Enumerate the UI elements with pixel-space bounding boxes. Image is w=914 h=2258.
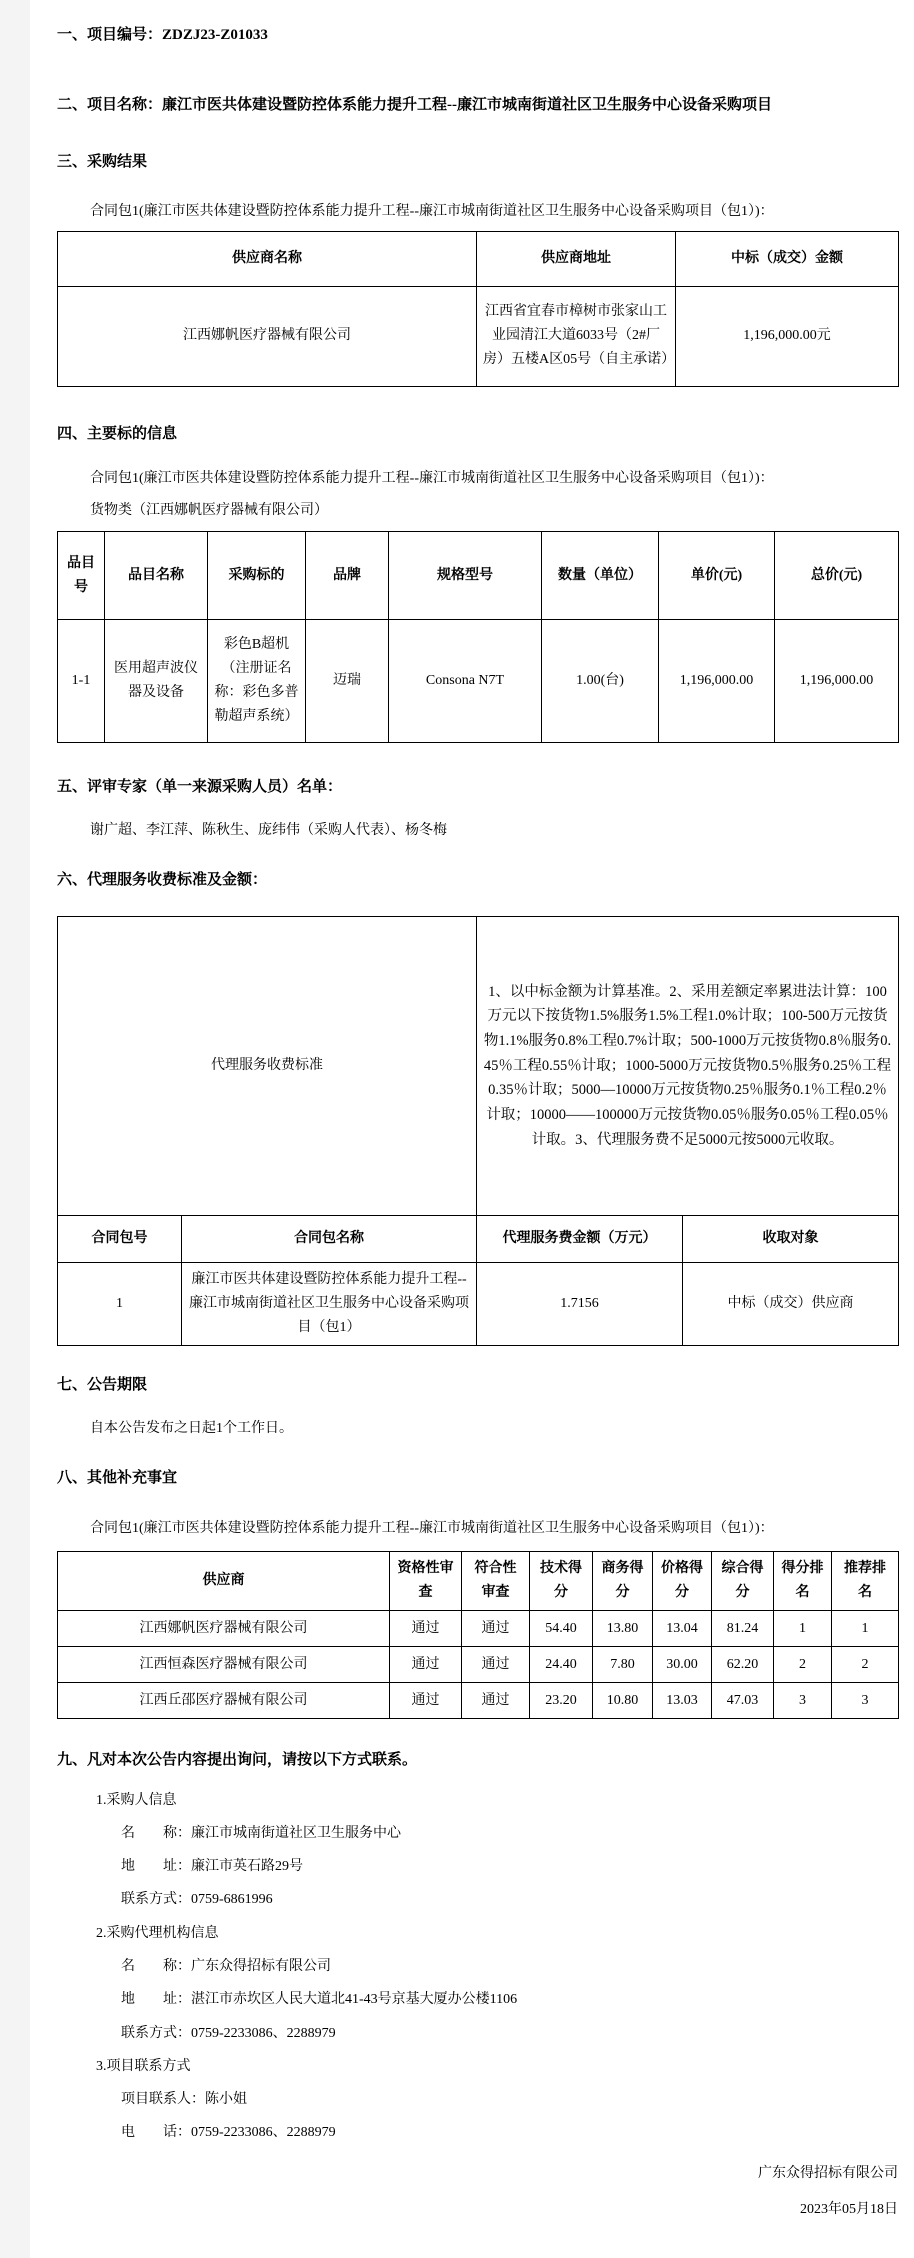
subject-cell: 彩色B超机（注册证名称：彩色多普勒超声系统） bbox=[208, 620, 306, 743]
project-person-line bbox=[57, 2090, 898, 2110]
header-cell: 品目号 bbox=[58, 532, 105, 620]
table-header-row bbox=[58, 1216, 899, 1263]
score-rank-cell: 2 bbox=[774, 1647, 832, 1683]
agency-address-label: 地 址： bbox=[121, 1992, 191, 2008]
model-cell: Consona N7T bbox=[389, 620, 542, 743]
purchaser-contact-value: 0759-6861996 bbox=[191, 1892, 273, 1908]
table-row bbox=[58, 1683, 899, 1719]
header-cell: 得分排名 bbox=[774, 1552, 832, 1611]
header-cell: 合同包号 bbox=[58, 1216, 182, 1263]
purchaser-info-heading: 1.采购人信息 bbox=[96, 1792, 177, 1808]
section-4-heading: 四、主要标的信息 bbox=[57, 425, 178, 442]
header-cell: 技术得分 bbox=[530, 1552, 593, 1611]
section-1-heading: 一、项目编号：ZDZJ23-Z01033 bbox=[57, 27, 268, 43]
purchaser-contact-label: 联系方式： bbox=[121, 1892, 191, 1908]
agency-address-line bbox=[57, 1990, 898, 2010]
header-cell: 规格型号 bbox=[389, 532, 542, 620]
header-cell: 供应商地址 bbox=[477, 231, 676, 286]
table-row bbox=[58, 620, 899, 743]
fee-payer-cell: 中标（成交）供应商 bbox=[683, 1263, 899, 1346]
header-cell: 采购标的 bbox=[208, 532, 306, 620]
section-6-heading: 六、代理服务收费标准及金额： bbox=[57, 871, 268, 888]
fee-standard-row bbox=[58, 917, 899, 1216]
price-score-cell: 13.03 bbox=[653, 1683, 712, 1719]
recommend-rank-cell: 2 bbox=[832, 1647, 899, 1683]
total-score-cell: 81.24 bbox=[712, 1611, 774, 1647]
purchaser-contact-line bbox=[57, 1890, 898, 1910]
biz-score-cell: 13.80 bbox=[593, 1611, 653, 1647]
score-rank-cell: 3 bbox=[774, 1683, 832, 1719]
header-cell: 综合得分 bbox=[712, 1552, 774, 1611]
purchaser-address-line bbox=[57, 1857, 898, 1877]
purchaser-address-value: 廉江市英石路29号 bbox=[191, 1859, 303, 1875]
package-no-cell: 1 bbox=[58, 1263, 182, 1346]
project-person-value: 陈小姐 bbox=[205, 2092, 247, 2108]
header-cell: 总价(元) bbox=[775, 532, 899, 620]
header-cell: 价格得分 bbox=[653, 1552, 712, 1611]
project-phone-label: 电 话： bbox=[121, 2125, 191, 2141]
total-score-cell: 62.20 bbox=[712, 1647, 774, 1683]
header-cell: 数量（单位） bbox=[542, 532, 659, 620]
section-2-heading: 二、项目名称：廉江市医共体建设暨防控体系能力提升工程--廉江市城南街道社区卫生服务中心设备采购项目 bbox=[57, 96, 772, 113]
section-3-heading: 三、采购结果 bbox=[57, 154, 148, 170]
s8-package-line: 合同包1(廉江市医共体建设暨防控体系能力提升工程--廉江市城南街道社区卫生服务中心设备采购项目（包1）)： bbox=[90, 1521, 774, 1536]
s7-body: 自本公告发布之日起1个工作日。 bbox=[90, 1420, 293, 1436]
header-cell: 商务得分 bbox=[593, 1552, 653, 1611]
tech-score-cell: 24.40 bbox=[530, 1647, 593, 1683]
fee-table bbox=[57, 916, 899, 1346]
footer-date: 2023年05月18日 bbox=[800, 2201, 898, 2217]
table-header-row bbox=[58, 1552, 899, 1611]
agency-info-heading: 2.采购代理机构信息 bbox=[96, 1925, 219, 1941]
footer-company: 广东众得招标有限公司 bbox=[758, 2165, 898, 2181]
header-cell: 供应商 bbox=[58, 1552, 390, 1611]
header-cell: 品牌 bbox=[306, 532, 389, 620]
purchaser-name-line bbox=[57, 1824, 898, 1844]
section-7-heading: 七、公告期限 bbox=[57, 1377, 148, 1393]
header-cell: 合同包名称 bbox=[182, 1216, 477, 1263]
table-row bbox=[58, 1263, 899, 1346]
fee-amount-cell: 1.7156 bbox=[477, 1263, 683, 1346]
total-price-cell: 1,196,000.00 bbox=[775, 620, 899, 743]
header-cell: 中标（成交）金额 bbox=[676, 231, 899, 286]
supplier-name-cell: 江西娜帆医疗器械有限公司 bbox=[58, 286, 477, 386]
price-score-cell: 13.04 bbox=[653, 1611, 712, 1647]
unit-price-cell: 1,196,000.00 bbox=[659, 620, 775, 743]
tech-score-cell: 23.20 bbox=[530, 1683, 593, 1719]
fee-standard-text-cell: 1、以中标金额为计算基准。2、采用差额定率累进法计算：100万元以下按货物1.5%服务1.5%工程1.0%计取；100-500万元按货物1.1%服务0.8%工程0.7%计取；500-1000万元按货物0.8％服务0.45％工程0.55％计取；1000-5000万元按货物0.5％服务0.25％工程0.35％计取；5000—10000万元按货物0.25％服务0.1％工程0.2％计取；10000——100000万元按货物0.05％服务0.05％工程0.05％计取。3、代理服务费不足5000元按5000元收取。 bbox=[477, 917, 899, 1216]
table-row bbox=[58, 1611, 899, 1647]
tech-score-cell: 54.40 bbox=[530, 1611, 593, 1647]
project-person-label: 项目联系人： bbox=[121, 2092, 205, 2108]
agency-contact-label: 联系方式： bbox=[121, 2025, 191, 2041]
section-9-heading: 九、凡对本次公告内容提出询问，请按以下方式联系。 bbox=[57, 1752, 418, 1768]
agency-name-label: 名 称： bbox=[121, 1958, 191, 1974]
purchaser-name-label: 名 称： bbox=[121, 1825, 191, 1841]
project-phone-value: 0759-2233086、2288979 bbox=[191, 2125, 336, 2141]
recommend-rank-cell: 3 bbox=[832, 1683, 899, 1719]
project-phone-line bbox=[57, 2123, 898, 2143]
total-score-cell: 47.03 bbox=[712, 1683, 774, 1719]
price-score-cell: 30.00 bbox=[653, 1647, 712, 1683]
header-cell: 品目名称 bbox=[105, 532, 208, 620]
table-row bbox=[58, 286, 899, 386]
supplier-cell: 江西恒森医疗器械有限公司 bbox=[58, 1647, 390, 1683]
conf-review-cell: 通过 bbox=[462, 1647, 530, 1683]
agency-address-value: 湛江市赤坎区人民大道北41-43号京基大厦办公楼1106 bbox=[191, 1992, 518, 2008]
header-cell: 收取对象 bbox=[683, 1216, 899, 1263]
header-cell: 代理服务费金额（万元） bbox=[477, 1216, 683, 1263]
biz-score-cell: 7.80 bbox=[593, 1647, 653, 1683]
package-name-cell: 廉江市医共体建设暨防控体系能力提升工程--廉江市城南街道社区卫生服务中心设备采购项目（包1） bbox=[182, 1263, 477, 1346]
header-cell: 供应商名称 bbox=[58, 231, 477, 286]
conf-review-cell: 通过 bbox=[462, 1611, 530, 1647]
fee-standard-label-cell: 代理服务收费标准 bbox=[58, 917, 477, 1216]
qual-review-cell: 通过 bbox=[390, 1683, 462, 1719]
agency-contact-value: 0759-2233086、2288979 bbox=[191, 2025, 336, 2041]
project-contact-heading: 3.项目联系方式 bbox=[96, 2058, 191, 2074]
section-8-heading: 八、其他补充事宜 bbox=[57, 1469, 178, 1486]
table-row bbox=[58, 1647, 899, 1683]
purchaser-name-value: 廉江市城南街道社区卫生服务中心 bbox=[191, 1825, 401, 1841]
header-cell: 推荐排名 bbox=[832, 1552, 899, 1611]
qual-review-cell: 通过 bbox=[390, 1647, 462, 1683]
agency-contact-line bbox=[57, 2024, 898, 2044]
brand-cell: 迈瑞 bbox=[306, 620, 389, 743]
conf-review-cell: 通过 bbox=[462, 1683, 530, 1719]
s3-package-line: 合同包1(廉江市医共体建设暨防控体系能力提升工程--廉江市城南街道社区卫生服务中心设备采购项目（包1）)： bbox=[90, 203, 774, 219]
agency-name-value: 广东众得招标有限公司 bbox=[191, 1958, 331, 1974]
expert-names: 谢广超、李江萍、陈秋生、庞纬伟（采购人代表）、杨冬梅 bbox=[90, 822, 447, 838]
header-cell: 符合性审查 bbox=[462, 1552, 530, 1611]
agency-name-line bbox=[57, 1957, 898, 1977]
header-cell: 单价(元) bbox=[659, 532, 775, 620]
purchaser-address-label: 地 址： bbox=[121, 1859, 191, 1875]
qual-review-cell: 通过 bbox=[390, 1611, 462, 1647]
biz-score-cell: 10.80 bbox=[593, 1683, 653, 1719]
s4-package-line: 合同包1(廉江市医共体建设暨防控体系能力提升工程--廉江市城南街道社区卫生服务中心设备采购项目（包1）)： bbox=[90, 471, 774, 486]
supplier-cell: 江西丘邵医疗器械有限公司 bbox=[58, 1683, 390, 1719]
item-no-cell: 1-1 bbox=[58, 620, 105, 743]
subject-table bbox=[57, 531, 899, 743]
s4-category-line: 货物类（江西娜帆医疗器械有限公司） bbox=[90, 503, 328, 518]
section-5-heading: 五、评审专家（单一来源采购人员）名单： bbox=[57, 779, 343, 795]
item-name-cell: 医用超声波仪器及设备 bbox=[105, 620, 208, 743]
result-table bbox=[57, 231, 899, 387]
header-cell: 资格性审查 bbox=[390, 1552, 462, 1611]
award-amount-cell: 1,196,000.00元 bbox=[676, 286, 899, 386]
quantity-cell: 1.00(台) bbox=[542, 620, 659, 743]
supplier-cell: 江西娜帆医疗器械有限公司 bbox=[58, 1611, 390, 1647]
supplier-address-cell: 江西省宜春市樟树市张家山工业园清江大道6033号（2#厂房）五楼A区05号（自主承诺） bbox=[477, 286, 676, 386]
recommend-rank-cell: 1 bbox=[832, 1611, 899, 1647]
table-header-row bbox=[58, 231, 899, 286]
score-rank-cell: 1 bbox=[774, 1611, 832, 1647]
score-table bbox=[57, 1551, 899, 1719]
table-header-row bbox=[58, 532, 899, 620]
announcement-document bbox=[30, 0, 914, 2258]
